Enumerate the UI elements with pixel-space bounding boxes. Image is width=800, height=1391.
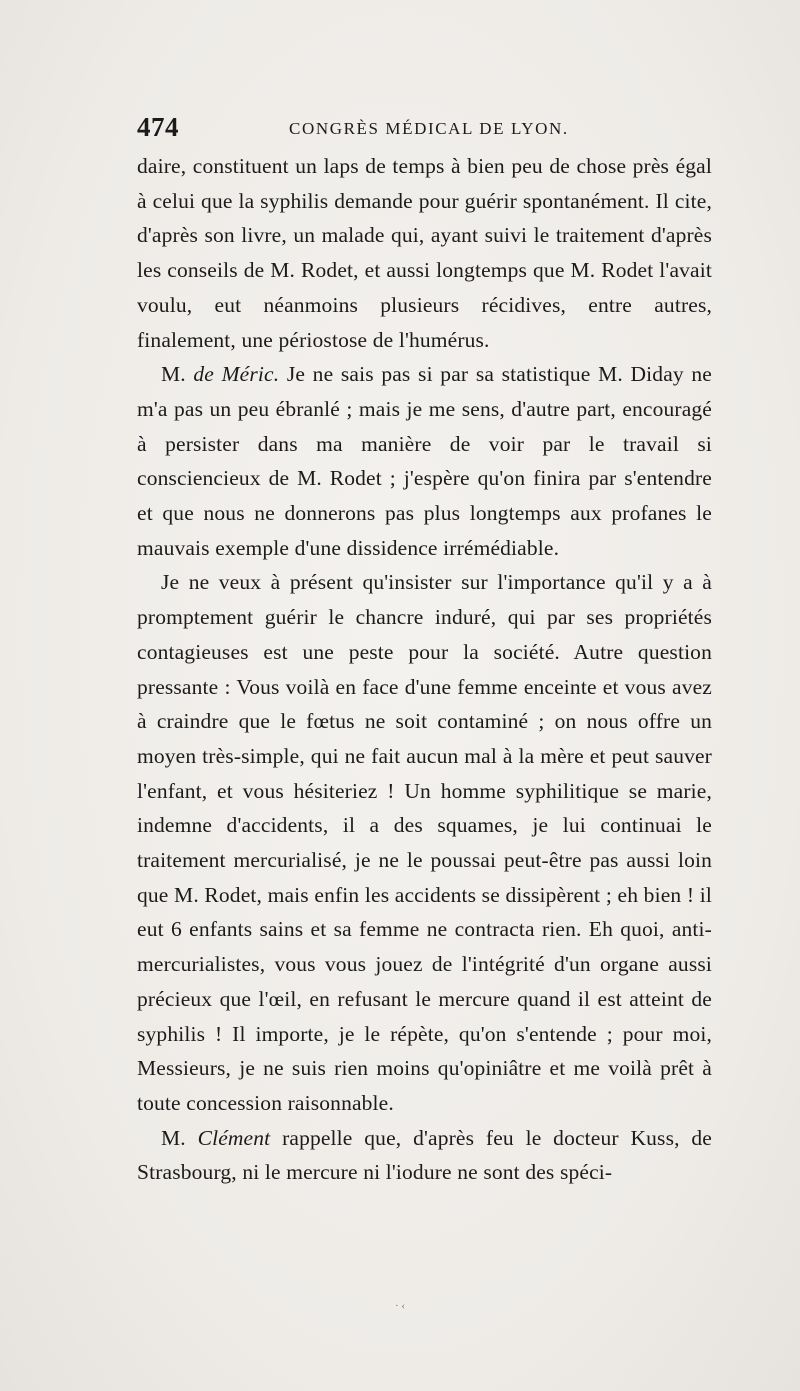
speaker-name: Clément <box>197 1125 271 1150</box>
paragraph-text: daire, constituent un laps de temps à bien peu de chose près égal à celui que la syphilis demande pour guérir spontanément. Il cite, d'après son livre, un malade qui, ayant suivi le traitement d'après les conseils de M. Rodet, et aussi longtemps que M. Rodet l'avait voulu, eut néanmoins plusieurs récidives, entre autres, finalement, une périostose de l'humérus. <box>137 154 712 352</box>
running-head: CONGRÈS MÉDICAL DE LYON. <box>289 119 569 138</box>
speaker-name: de Méric. <box>193 362 280 387</box>
printer-mark: · ‹ <box>395 1300 406 1312</box>
paragraph-text: Je ne veux à présent qu'insister sur l'importance qu'il y a à promptement guérir le chancre induré, qui par ses propriétés contagieuses est une peste pour la société. Autre question pressante : Vous voilà en face d'une femme enceinte et vous avez à craindre que le fœtus ne soit contaminé ; on nous offre un moyen très-simple, qui ne fait aucun mal à la mère et peut sauver l'enfant, et vous hésiteriez ! Un homme syphilitique se marie, indemne d'accidents, il a des squames, je lui continuai le traitement mercurialisé, je ne le poussai peut-être pas aussi loin que M. Rodet, mais enfin les accidents se dissipèrent ; eh bien ! il eut 6 enfants sains et sa femme ne contracta rien. Eh quoi, anti-mercurialistes, vous vous jouez de l'intégrité d'un organe aussi précieux que l'œil, en refusant le mercure quand il est atteint de syphilis ! Il importe, je le répète, qu'on s'entende ; pour moi, Messieurs, je ne suis rien moins qu'opiniâtre et me voilà prêt à toute concession raisonnable. <box>137 570 712 1115</box>
body-text <box>137 149 712 1190</box>
page-number: 474 <box>137 112 179 142</box>
paragraph-text: rappelle que, d'après feu le docteur Kuss, de Strasbourg, ni le mercure ni l'iodure ne sont des spéci- <box>137 1125 712 1185</box>
paragraph-de-meric <box>137 357 712 565</box>
paragraph-clement <box>137 1121 712 1190</box>
paragraph-continuation <box>137 149 712 357</box>
speaker-prefix: M. <box>161 362 194 387</box>
speaker-prefix: M. <box>161 1125 198 1150</box>
paragraph-importance <box>137 565 712 1120</box>
page-header <box>137 112 712 148</box>
paragraph-text: Je ne sais pas si par sa statistique M. Diday ne m'a pas un peu ébranlé ; mais je me sens, d'autre part, encouragé à persister dans ma manière de voir par le travail si consciencieux de M. Rodet ; j'espère qu'on finira par s'entendre et que nous ne donnerons pas plus longtemps aux profanes le mauvais exemple d'une dissidence irrémédiable. <box>137 362 712 560</box>
